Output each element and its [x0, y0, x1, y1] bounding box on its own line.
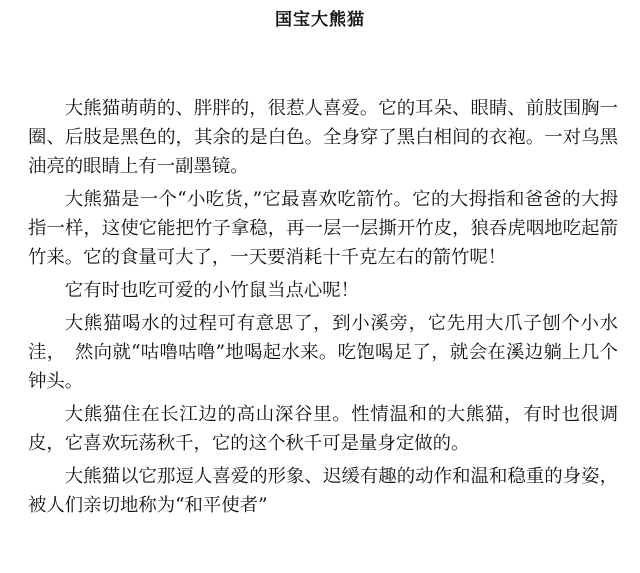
paragraph-snack: 它有时也吃可爱的小竹鼠当点心呢！	[64, 280, 360, 301]
document-title: 国宝大熊猫	[275, 10, 365, 30]
paragraph-drinking: 大熊猫喝水的过程可有意思了，到小溪旁，它先用大爪子刨个小水洼， 然向就“咕噜咕噜”地喝起水来。吃饱喝足了，就会在溪边躺上几个钟头。	[28, 313, 618, 392]
paragraph-diet: 大熊猫是一个“小吃货，”它最喜欢吃箭竹。它的大拇指和爸爸的大拇指一样，这使它能把竹子拿稳，再一层一层撕开竹皮，狼吞虎咽地吃起箭竹来。它的食量可大了，一天要消耗十千克左右的箭竹呢！	[28, 189, 618, 268]
document-body	[28, 94, 618, 524]
paragraph-habitat: 大熊猫住在长江边的高山深谷里。性情温和的大熊猫，有时也很调皮，它喜欢玩荡秋千，它的这个秋千可是量身定做的。	[28, 404, 618, 454]
paragraph-appearance: 大熊猫萌萌的、胖胖的，很惹人喜爱。它的耳朵、眼睛、前肢围胸一圈、后肢是黑色的，其余的是白色。全身穿了黑白相间的衣袍。一对乌黑油亮的眼睛上有一副墨镜。	[28, 98, 618, 177]
paragraph-peace-envoy: 大熊猫以它那逗人喜爱的形象、迟缓有趣的动作和温和稳重的身姿，被人们亲切地称为“和平使者”	[28, 466, 618, 516]
